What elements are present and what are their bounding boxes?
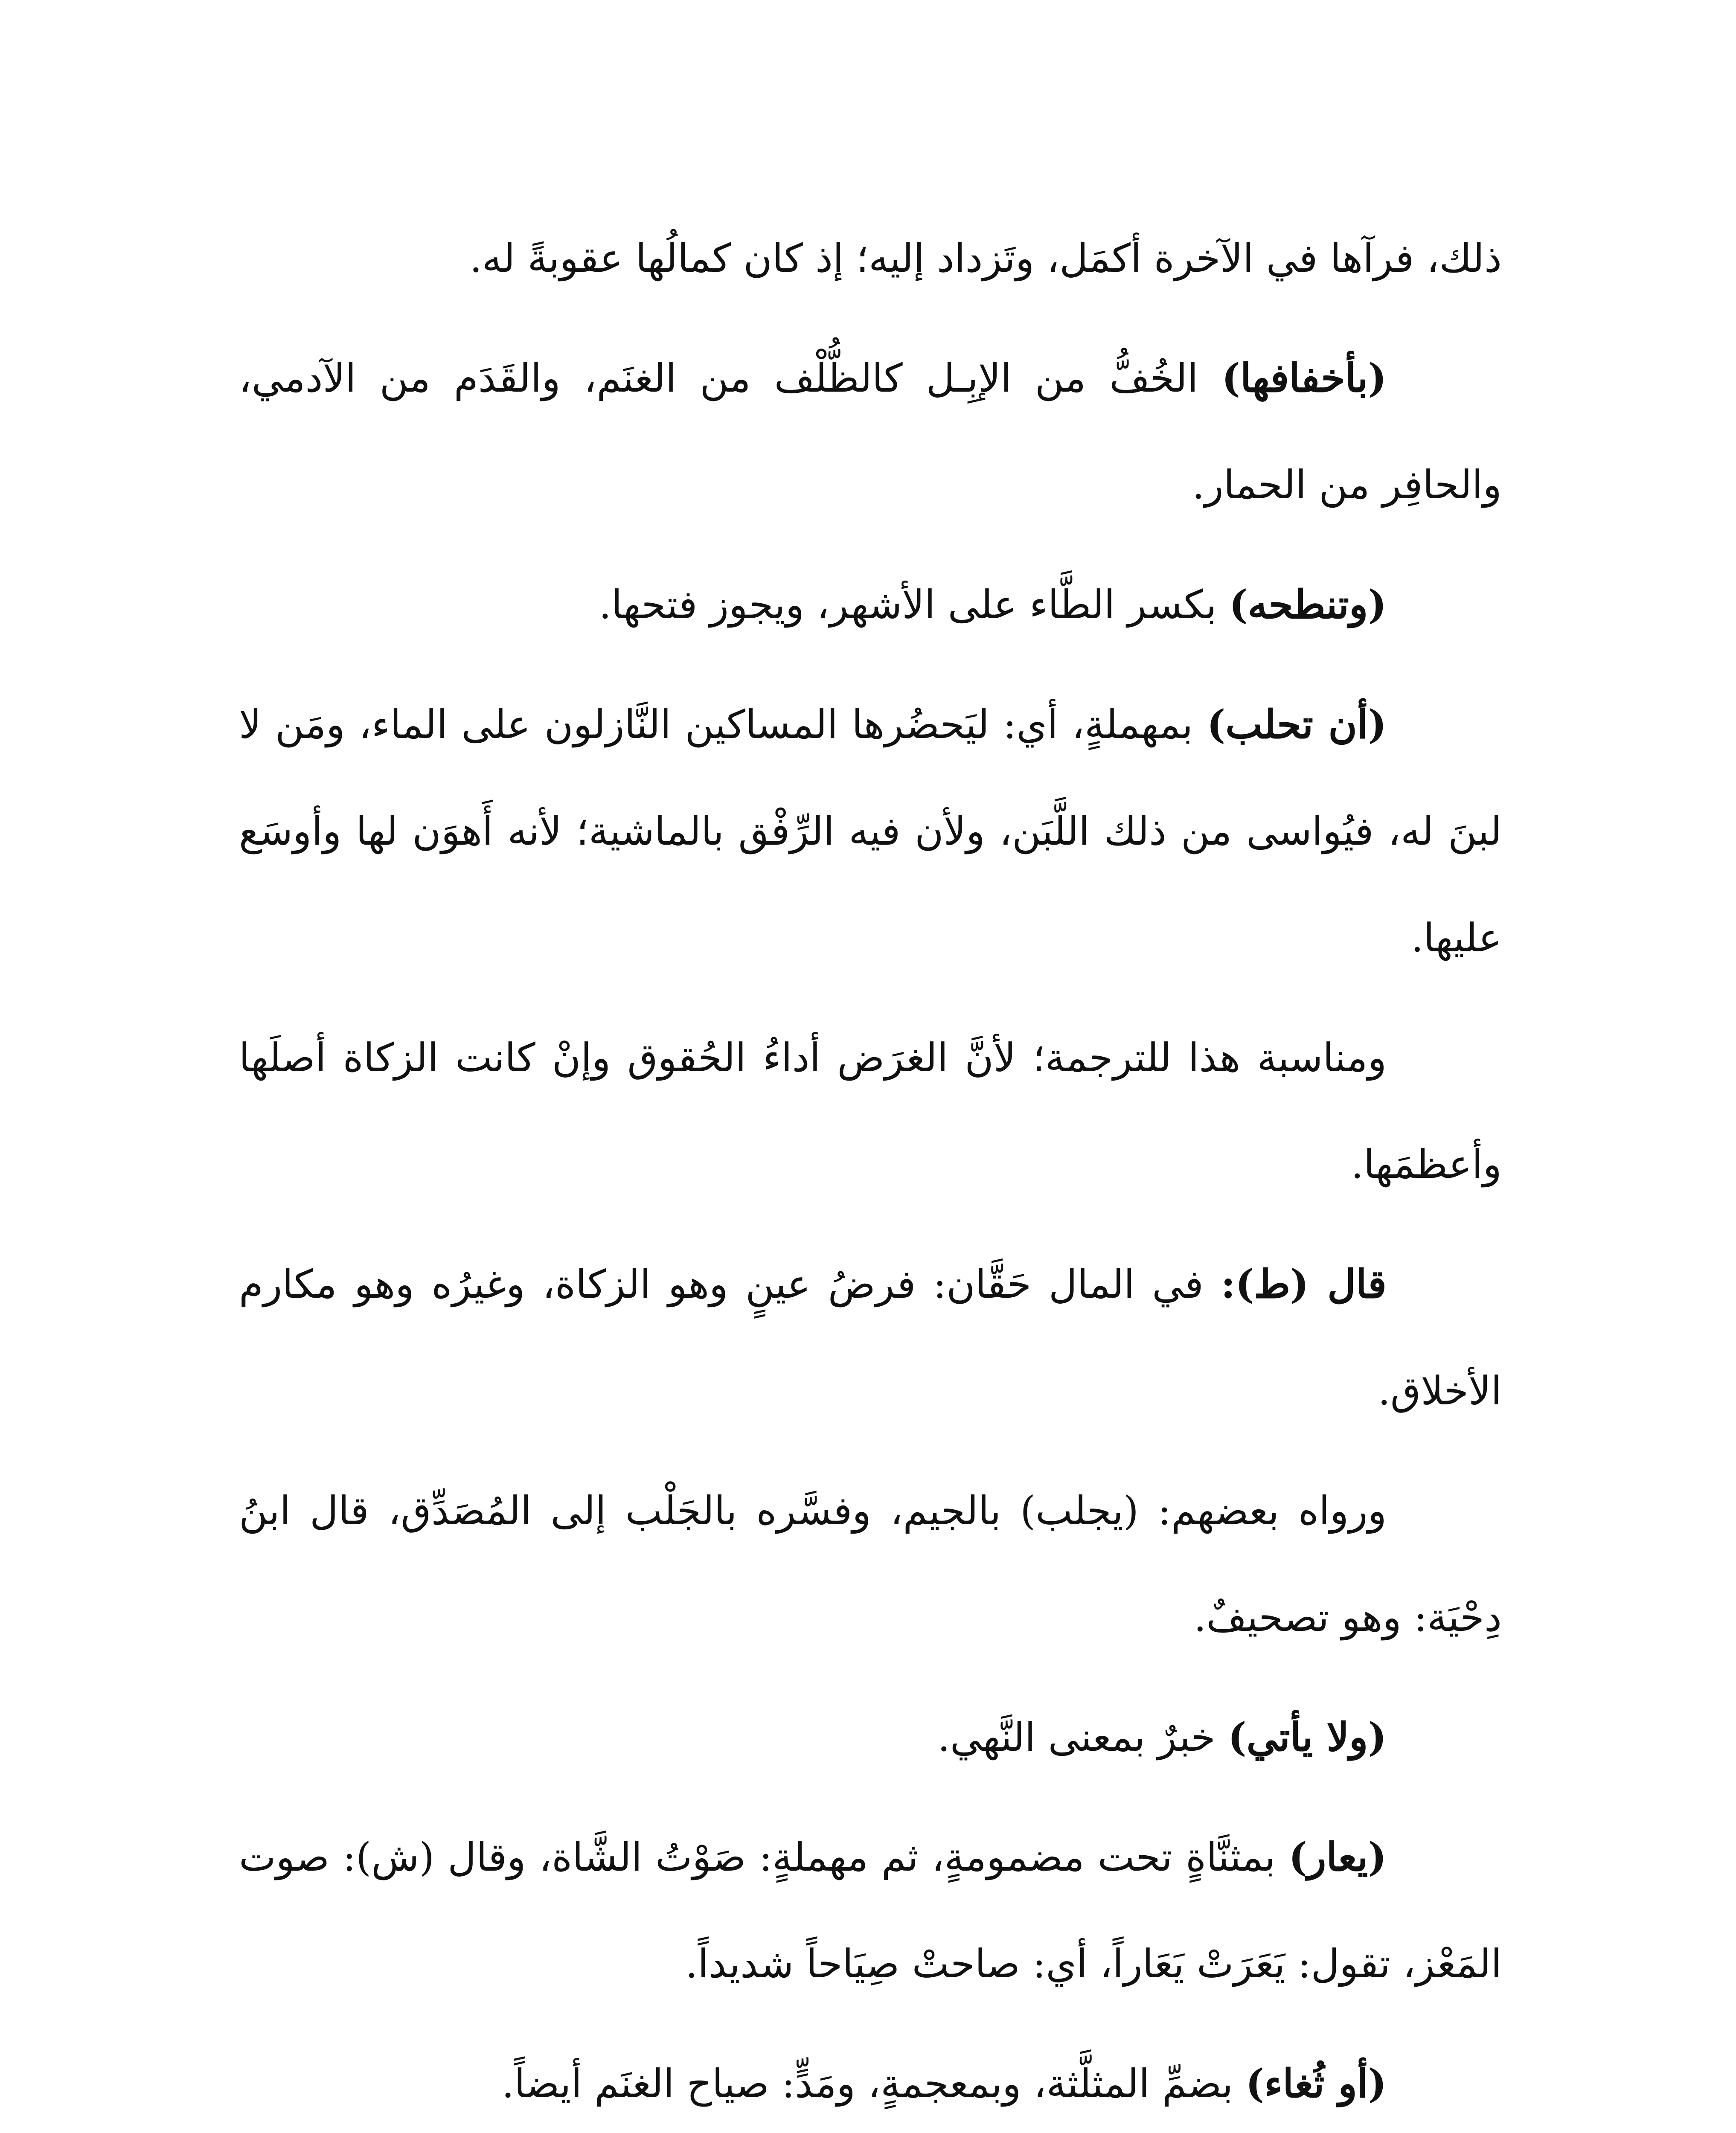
paragraph-8-text: خبرٌ بمعنى النَّهي. xyxy=(937,1715,1228,1760)
paragraph-2 xyxy=(239,325,1502,538)
page-body xyxy=(239,205,1502,2133)
paragraph-7-text: ورواه بعضهم: (يجلب) بالجيم، وفسَّره بالجَلْب إلى المُصَدِّق، قال ابنُ دِحْيَة: وهو تصحيفٌ. xyxy=(239,1488,1502,1640)
paragraph-1 xyxy=(239,205,1502,312)
paragraph-10-lemma: (أو ثُغاء) xyxy=(1245,2060,1387,2107)
paragraph-7 xyxy=(239,1457,1502,1671)
paragraph-8-lemma: (ولا يأتي) xyxy=(1228,1714,1387,1760)
paragraph-10 xyxy=(239,2030,1502,2133)
paragraph-2-text: الخُفُّ من الإبِـل كالظُّلْف من الغنَم، والقَدَم من الآدمي، والحافِر من الحمار. xyxy=(239,355,1502,508)
paragraph-3-text: بكسر الطَّاء على الأشهر، ويجوز فتحها. xyxy=(599,582,1229,628)
paragraph-9-lemma: (يعار) xyxy=(1288,1834,1387,1880)
paragraph-3-lemma: (وتنطحه) xyxy=(1229,581,1387,628)
paragraph-6-lemma: قال (ط): xyxy=(1221,1261,1387,1307)
paragraph-9-text: بمثنَّاةٍ تحت مضمومةٍ، ثم مهملةٍ: صَوْتُ الشَّاة، وقال (ش): صوت المَعْز، تقول: يَعَرَتْ يَعَاراً، أي: صاحتْ صِيَاحاً شديداً. xyxy=(239,1834,1502,1987)
paragraph-4-text: بمهملةٍ، أي: ليَحضُرها المساكين النَّازلون على الماء، ومَن لا لبنَ له، فيُواسى من ذلك اللَّبَن، ولأن فيه الرِّفْق بالماشية؛ لأنه أَهوَن لها وأوسَع عليها. xyxy=(239,702,1502,961)
paragraph-9 xyxy=(239,1804,1502,2017)
paragraph-1-text: ذلك، فرآها في الآخرة أكمَل، وتَزداد إليه؛ إذ كان كمالُها عقوبةً له. xyxy=(469,235,1502,281)
paragraph-2-lemma: (بأخفافها) xyxy=(1221,355,1387,401)
paragraph-8 xyxy=(239,1684,1502,1791)
paragraph-4-lemma: (أن تحلب) xyxy=(1207,701,1387,747)
paragraph-5-text: ومناسبة هذا للترجمة؛ لأنَّ الغرَض أداءُ الحُقوق وإنْ كانت الزكاة أصلَها وأعظمَها. xyxy=(239,1035,1502,1187)
paragraph-6-text: في المال حَقَّان: فرضُ عينٍ وهو الزكاة، وغيرُه وهو مكارم الأخلاق. xyxy=(239,1261,1502,1414)
paragraph-3 xyxy=(239,551,1502,658)
paragraph-10-text: بضمِّ المثلَّثة، وبمعجمةٍ، ومَدٍّ: صياح الغنَم أيضاً. xyxy=(501,2061,1246,2107)
paragraph-5 xyxy=(239,1004,1502,1218)
paragraph-6 xyxy=(239,1231,1502,1444)
paragraph-4 xyxy=(239,671,1502,991)
